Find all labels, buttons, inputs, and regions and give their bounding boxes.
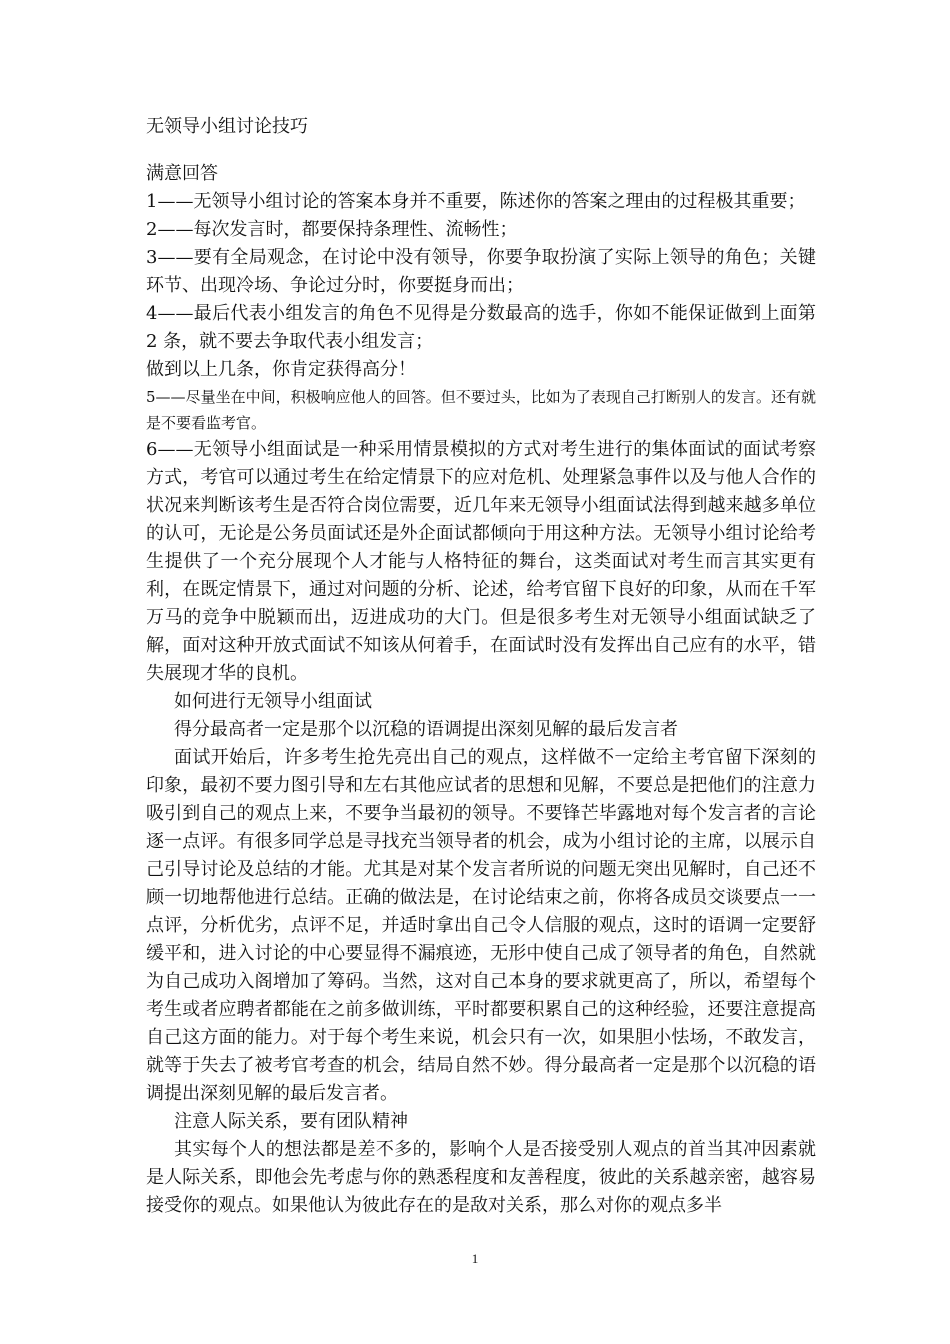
paragraph-point-2: 2——每次发言时，都要保持条理性、流畅性；: [146, 219, 518, 240]
page-number: 1: [471, 1251, 479, 1266]
paragraph-interview-start: 面试开始后，许多考生抢先亮出自己的观点，这样做不一定给主考官留下深刻的印象，最初不要力图引导和左右其他应试者的思想和见解，不要总是把他们的注意力吸引到自己的观点上来，不要争当最初的领导。不要锋芒毕露地对每个发言者的言论逐一点评。有很多同学总是寻找充当领导者的机会，成为小组讨论的主席，以展示自己引导讨论及总结的才能。尤其是对某个发言者所说的问题无突出见解时，自己还不顾一切地帮他进行总结。正确的做法是，在讨论结束之前，你将各成员交谈要点一一点评，分析优劣，点评不足，并适时拿出自己令人信服的观点，这时的语调一定要舒缓平和，进入讨论的中心要显得不漏痕迹，无形中使自己成了领导者的角色，自然就为自己成功入阁增加了筹码。当然，这对自己本身的要求就更高了，所以，希望每个考生或者应聘者都能在之前多做训练，平时都要积累自己的这种经验，还要注意提高自己这方面的能力。对于每个考生来说，机会只有一次，如果胆小怯场，不敢发言，就等于失去了被考官考查的机会，结局自然不妙。得分最高者一定是那个以沉稳的语调提出深刻见解的最后发言者。: [146, 747, 816, 1104]
paragraph-satisfied-answer: 满意回答: [146, 163, 218, 184]
document-title: 无领导小组讨论技巧: [146, 116, 308, 137]
section-heading-how-to: 如何进行无领导小组面试: [174, 691, 372, 712]
paragraph-point-4: 4——最后代表小组发言的角色不见得是分数最高的选手，你如不能保证做到上面第 2 条，就不要去争取代表小组发言；: [146, 303, 816, 352]
paragraph-point-3: 3——要有全局观念，在讨论中没有领导，你要争取扮演了实际上领导的角色；关键环节、出现冷场、争论过分时，你要挺身而出；: [146, 247, 816, 296]
section-subheading-highest-score: 得分最高者一定是那个以沉稳的语调提出深刻见解的最后发言者: [174, 719, 678, 740]
paragraph-point-1: 1——无领导小组讨论的答案本身并不重要，陈述你的答案之理由的过程极其重要；: [146, 191, 806, 212]
paragraph-summary: 做到以上几条，你肯定获得高分！: [146, 359, 416, 380]
section-heading-relationships: 注意人际关系，要有团队精神: [174, 1111, 408, 1132]
document-body: [146, 114, 816, 1220]
paragraph-point-6: 6——无领导小组面试是一种采用情景模拟的方式对考生进行的集体面试的面试考察方式，考官可以通过考生在给定情景下的应对危机、处理紧急事件以及与他人合作的状况来判断该考生是否符合岗位需要，近几年来无领导小组面试法得到越来越多单位的认可，无论是公务员面试还是外企面试都倾向于用这种方法。无领导小组讨论给考生提供了一个充分展现个人才能与人格特征的舞台，这类面试对考生而言其实更有利，在既定情景下，通过对问题的分析、论述，给考官留下良好的印象，从而在千军万马的竞争中脱颖而出，迈进成功的大门。但是很多考生对无领导小组面试缺乏了解，面对这种开放式面试不知该从何着手，在面试时没有发挥出自己应有的水平，错失展现才华的良机。: [146, 439, 816, 684]
paragraph-point-5: 5——尽量坐在中间，积极响应他人的回答。但不要过头，比如为了表现自己打断别人的发言。还有就是不要看监考官。: [146, 388, 816, 432]
paragraph-relationships: 其实每个人的想法都是差不多的，影响个人是否接受别人观点的首当其冲因素就是人际关系，即他会先考虑与你的熟悉程度和友善程度，彼此的关系越亲密，越容易接受你的观点。如果他认为彼此存在的是敌对关系，那么对你的观点多半: [146, 1139, 816, 1216]
